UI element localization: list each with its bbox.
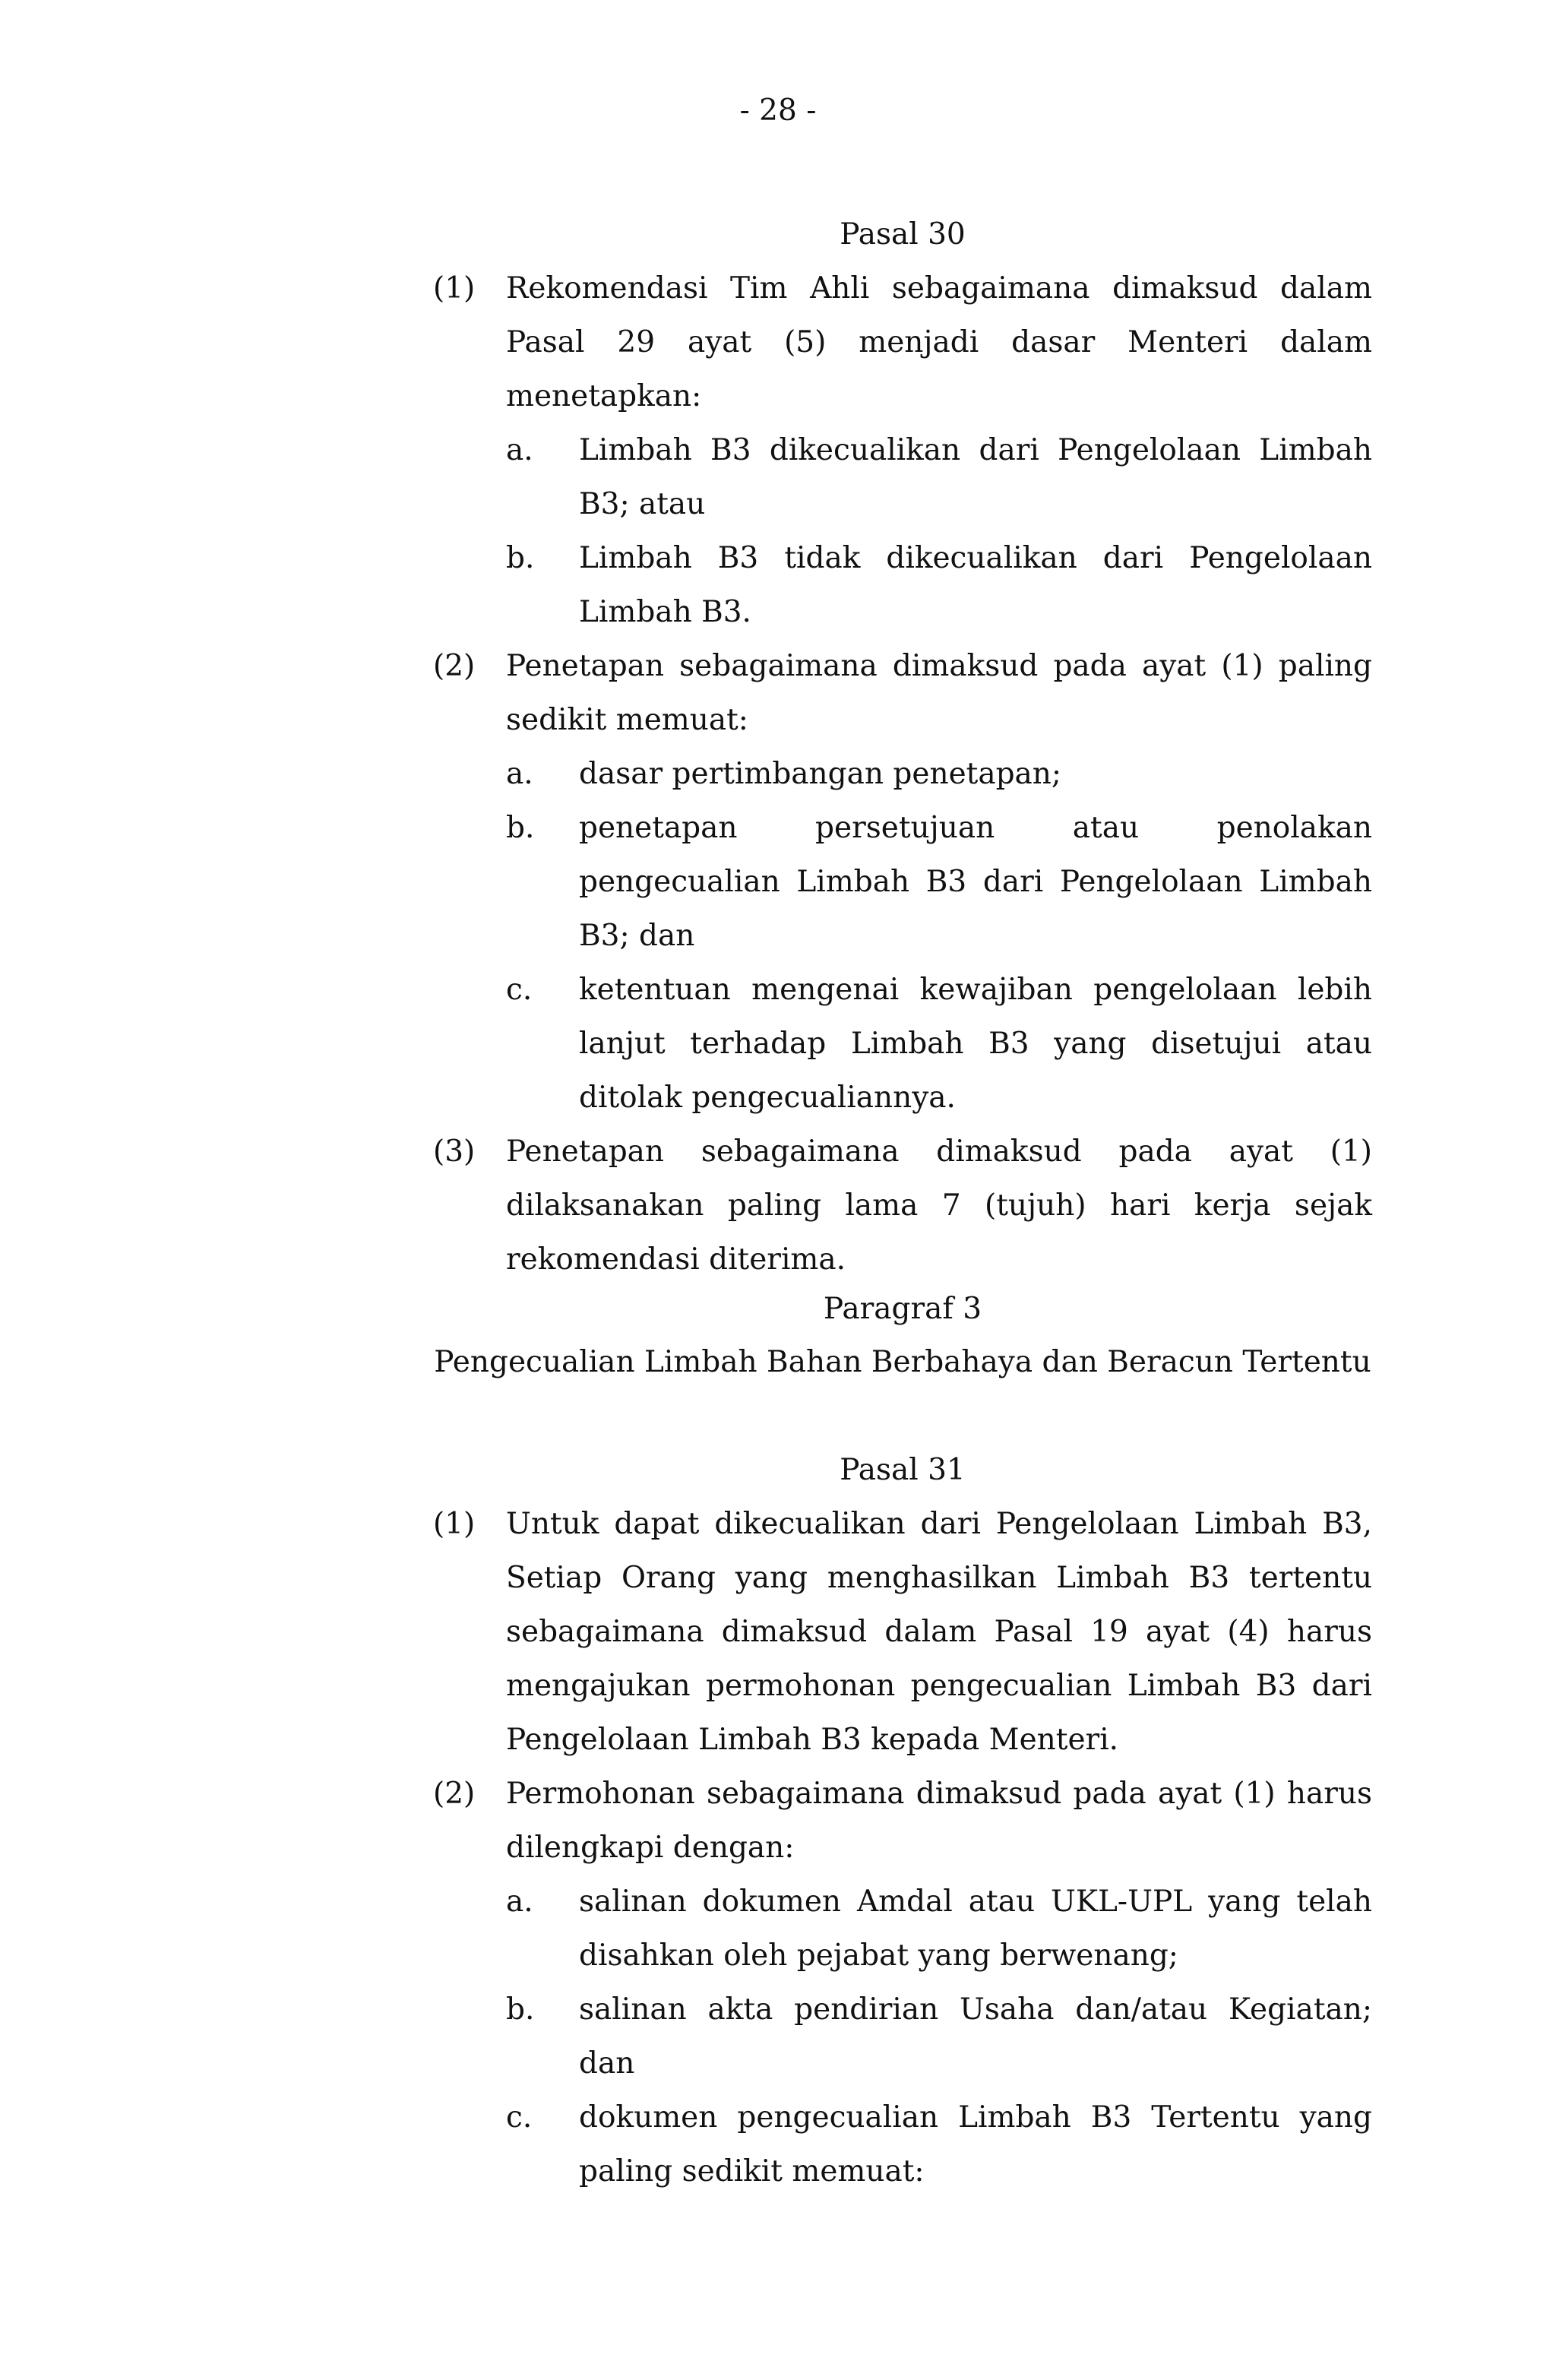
pasal-30-title: Pasal 30 [840,217,966,252]
paragraf-subtitle: Pengecualian Limbah Bahan Berbahaya dan Beracun Tertentu [434,1345,1371,1379]
list-item [506,1875,1372,1983]
item-letter: b. [506,1992,535,2027]
item-letter: a. [506,757,533,791]
item-text: salinan akta pendirian Usaha dan/atau Kegiatan; dan [579,1992,1372,2081]
item-letter: c. [506,2100,533,2135]
item-text: dasar pertimbangan penetapan; [579,757,1062,791]
pasal-31-ayat-2 [433,1767,1372,2198]
ayat-text: Penetapan sebagaimana dimaksud pada ayat (1) dilaksanakan paling lama 7 (tujuh) hari kerja sejak rekomendasi diterima. [506,1135,1372,1277]
ayat-number: (1) [433,271,476,305]
list-item [506,423,1372,531]
pasal-31-ayat-1 [433,1497,1372,1767]
pasal-31-title: Pasal 31 [840,1453,966,1487]
item-text: Limbah B3 tidak dikecualikan dari Pengelolaan Limbah B3. [579,541,1372,629]
pasal-30-ayat-1 [433,261,1372,639]
item-letter: b. [506,811,535,845]
list-item [506,963,1372,1125]
list-item [506,747,1372,801]
ayat-number: (3) [433,1135,476,1169]
item-text: ketentuan mengenai kewajiban pengelolaan lebih lanjut terhadap Limbah B3 yang disetujui atau ditolak pengecualiannya. [579,973,1372,1115]
page-number: - 28 - [739,93,817,128]
item-text: salinan dokumen Amdal atau UKL-UPL yang telah disahkan oleh pejabat yang berwenang; [579,1885,1372,1973]
list-item [506,531,1372,639]
list-item [506,1983,1372,2090]
list-item [506,801,1372,963]
ayat-text: Permohonan sebagaimana dimaksud pada ayat (1) harus dilengkapi dengan: [506,1777,1372,1865]
paragraf-3-heading [433,1283,1372,1389]
ayat-number: (1) [433,1507,476,1541]
item-letter: c. [506,973,533,1007]
pasal-30-ayat-2 [433,639,1372,1125]
ayat-number: (2) [433,1777,476,1811]
pasal-31-section [433,1444,1372,2198]
item-text: dokumen pengecualian Limbah B3 Tertentu yang paling sedikit memuat: [579,2100,1372,2189]
ayat-text: Untuk dapat dikecualikan dari Pengelolaan Limbah B3, Setiap Orang yang menghasilkan Limbah B3 tertentu sebagaimana dimaksud dalam Pasal 19 ayat (4) harus mengajukan permohonan pengecualian Limbah B3 dari Pengelolaan Limbah B3 kepada Menteri. [506,1507,1372,1757]
pasal-30-section [433,208,1372,1287]
item-letter: a. [506,1885,533,1919]
item-text: penetapan persetujuan atau penolakan pengecualian Limbah B3 dari Pengelolaan Limbah B3; dan [579,811,1372,953]
ayat-text: Penetapan sebagaimana dimaksud pada ayat (1) paling sedikit memuat: [506,649,1372,737]
pasal-30-ayat-3 [433,1125,1372,1287]
paragraf-title: Paragraf 3 [823,1292,982,1326]
list-item [506,2090,1372,2198]
item-letter: b. [506,541,535,575]
item-letter: a. [506,433,533,467]
ayat-number: (2) [433,649,476,683]
ayat-text: Rekomendasi Tim Ahli sebagaimana dimaksud dalam Pasal 29 ayat (5) menjadi dasar Menteri dalam menetapkan: [506,271,1372,413]
item-text: Limbah B3 dikecualikan dari Pengelolaan Limbah B3; atau [579,433,1372,521]
